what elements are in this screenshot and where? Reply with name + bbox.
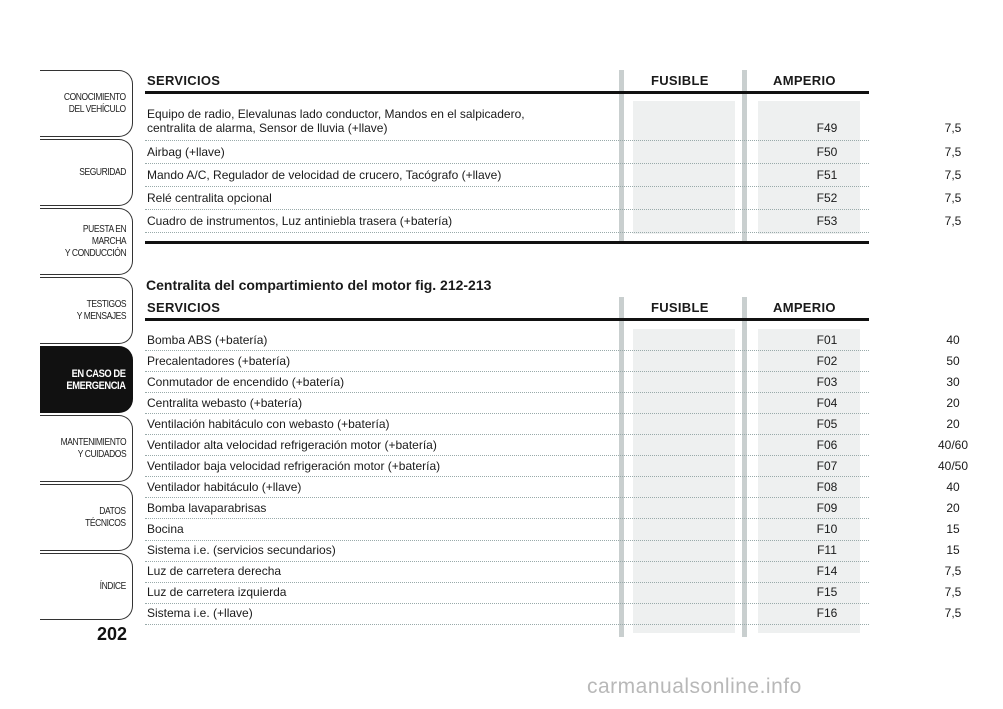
service-cell: Precalentadores (+batería) xyxy=(147,353,291,368)
table-row xyxy=(145,392,960,413)
service-cell: Conmutador de encendido (+batería) xyxy=(147,374,345,389)
table-row xyxy=(145,582,962,603)
nav-tab-label: ÍNDICE xyxy=(99,580,126,592)
table2-header-ampere: AMPERIO xyxy=(773,300,836,315)
fuse-cell: F11 xyxy=(817,543,837,558)
row-divider xyxy=(145,624,869,625)
watermark: carmanualsonline.info xyxy=(587,675,802,698)
nav-tab-label: EN CASO DE EMERGENCIA xyxy=(66,367,126,392)
fuse-cell: F52 xyxy=(816,190,838,205)
table-row xyxy=(145,163,962,186)
ampere-cell: 40 xyxy=(946,479,960,494)
ampere-cell: 7,5 xyxy=(944,606,962,621)
table-row xyxy=(145,476,960,497)
table-row xyxy=(145,101,962,140)
fuse-cell: F02 xyxy=(816,353,838,368)
nav-tab-label: SEGURIDAD xyxy=(79,166,126,178)
table-row xyxy=(145,209,962,232)
fuse-cell: F50 xyxy=(816,144,838,159)
fuse-cell: F06 xyxy=(816,437,838,452)
fuse-cell: F07 xyxy=(816,458,838,473)
service-cell: Luz de carretera derecha xyxy=(147,564,282,579)
service-cell: Airbag (+llave) xyxy=(147,144,225,159)
fuse-cell: F09 xyxy=(816,500,838,515)
fuse-cell: F49 xyxy=(816,120,838,135)
ampere-cell: 50 xyxy=(946,353,960,368)
table1-header-services: SERVICIOS xyxy=(147,73,221,88)
service-cell: Ventilador habitáculo (+llave) xyxy=(147,479,302,494)
service-cell: Mando A/C, Regulador de velocidad de crucero, Tacógrafo (+llave) xyxy=(147,167,502,182)
table-row xyxy=(145,497,960,518)
nav-tab[interactable] xyxy=(40,70,133,137)
service-cell: Cuadro de instrumentos, Luz antiniebla trasera (+batería) xyxy=(147,213,453,228)
service-cell: Ventilación habitáculo con webasto (+batería) xyxy=(147,416,390,431)
fuse-cell: F16 xyxy=(816,606,838,621)
table1-header-rule xyxy=(145,91,869,94)
nav-tab-label: PUESTA EN MARCHA Y CONDUCCIÓN xyxy=(64,223,126,259)
service-cell: Luz de carretera izquierda xyxy=(147,585,287,600)
table-row xyxy=(145,434,969,455)
ampere-cell: 15 xyxy=(946,543,960,558)
table2-header-fuse: FUSIBLE xyxy=(651,300,709,315)
fuse-cell: F10 xyxy=(816,521,838,536)
section-title: Centralita del compartimiento del motor fig. 212-213 xyxy=(146,277,492,293)
ampere-cell: 15 xyxy=(946,521,960,536)
nav-tab[interactable] xyxy=(40,208,133,275)
row-divider xyxy=(145,232,869,233)
nav-tab-label: TESTIGOS Y MENSAJES xyxy=(76,298,126,322)
ampere-cell: 7,5 xyxy=(944,120,962,135)
table-row xyxy=(145,371,960,392)
table-row xyxy=(145,329,960,350)
table-row xyxy=(145,603,962,624)
fuse-cell: F05 xyxy=(816,416,838,431)
nav-tab[interactable] xyxy=(40,415,133,482)
service-cell: Bomba lavaparabrisas xyxy=(147,500,267,515)
fuse-cell: F08 xyxy=(816,479,838,494)
service-cell: Ventilador alta velocidad refrigeración motor (+batería) xyxy=(147,437,437,452)
ampere-cell: 30 xyxy=(946,374,960,389)
table-row xyxy=(145,561,962,582)
table-row xyxy=(145,413,960,434)
fuse-cell: F14 xyxy=(816,564,838,579)
table2-header-services: SERVICIOS xyxy=(147,300,221,315)
table1-bottom-rule xyxy=(145,241,869,244)
ampere-cell: 40/60 xyxy=(937,437,969,452)
ampere-cell: 7,5 xyxy=(944,213,962,228)
service-cell: Sistema i.e. (servicios secundarios) xyxy=(147,543,336,558)
service-cell: Ventilador baja velocidad refrigeración motor (+batería) xyxy=(147,458,441,473)
nav-tab-label: MANTENIMIENTO Y CUIDADOS xyxy=(60,436,126,460)
ampere-cell: 40 xyxy=(946,332,960,347)
table-row xyxy=(145,186,962,209)
chapter-nav xyxy=(40,70,133,622)
table-row xyxy=(145,350,960,371)
service-cell: Bomba ABS (+batería) xyxy=(147,332,268,347)
nav-tab-label: DATOS TÉCNICOS xyxy=(85,505,126,529)
nav-tab[interactable] xyxy=(40,277,133,344)
nav-tab[interactable] xyxy=(40,139,133,206)
table1-header-ampere: AMPERIO xyxy=(773,73,836,88)
service-cell: Relé centralita opcional xyxy=(147,190,272,205)
nav-tab[interactable] xyxy=(40,346,133,413)
table-row xyxy=(145,518,960,539)
ampere-cell: 20 xyxy=(946,416,960,431)
ampere-cell: 7,5 xyxy=(944,190,962,205)
ampere-cell: 20 xyxy=(946,500,960,515)
ampere-cell: 20 xyxy=(946,395,960,410)
ampere-cell: 7,5 xyxy=(944,144,962,159)
page-number: 202 xyxy=(97,624,128,644)
table1-header-fuse: FUSIBLE xyxy=(651,73,709,88)
service-cell: Sistema i.e. (+llave) xyxy=(147,606,253,621)
nav-tab[interactable] xyxy=(40,553,133,620)
table2-header-rule xyxy=(145,318,869,321)
table-row xyxy=(145,540,960,561)
fuse-cell: F51 xyxy=(816,167,838,182)
ampere-cell: 7,5 xyxy=(944,585,962,600)
fuse-cell: F04 xyxy=(816,395,838,410)
table-row xyxy=(145,140,962,163)
service-cell: Equipo de radio, Elevalunas lado conductor, Mandos en el salpicadero, centralita de alarma, Sensor de lluvia (+llave) xyxy=(147,106,525,135)
fuse-cell: F15 xyxy=(816,585,838,600)
service-cell: Bocina xyxy=(147,521,184,536)
nav-tab[interactable] xyxy=(40,484,133,551)
nav-tab-label: CONOCIMIENTO DEL VEHÍCULO xyxy=(64,91,126,115)
table-row xyxy=(145,455,969,476)
ampere-cell: 40/50 xyxy=(937,458,969,473)
fuse-cell: F03 xyxy=(816,374,838,389)
fuse-cell: F53 xyxy=(816,213,838,228)
service-cell: Centralita webasto (+batería) xyxy=(147,395,303,410)
ampere-cell: 7,5 xyxy=(944,167,962,182)
ampere-cell: 7,5 xyxy=(944,564,962,579)
fuse-cell: F01 xyxy=(816,332,838,347)
